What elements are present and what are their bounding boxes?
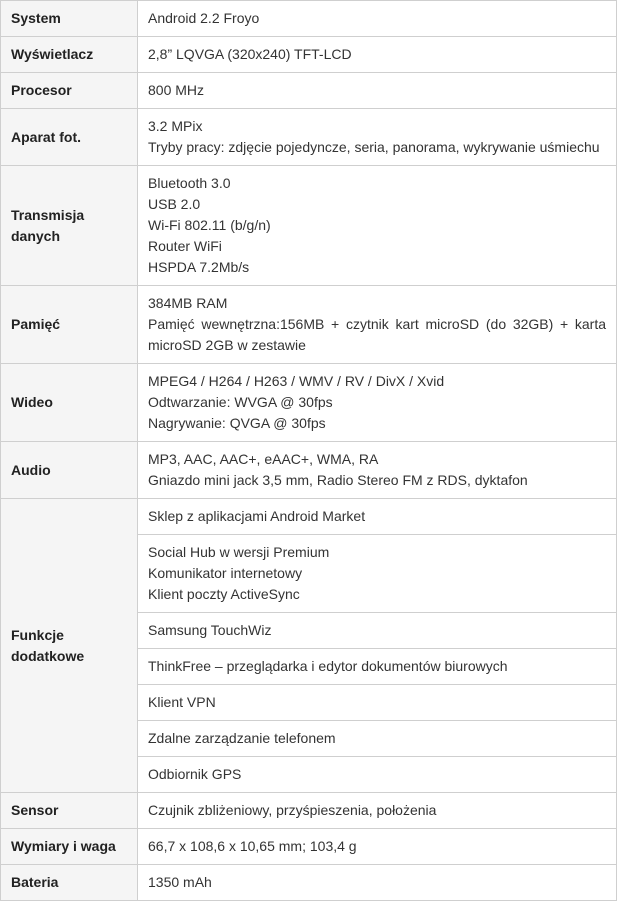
spec-value — [138, 109, 617, 166]
spec-value — [138, 793, 617, 829]
spec-row-battery — [1, 865, 617, 901]
spec-value-line: Tryby pracy: zdjęcie pojedyncze, seria, panorama, wykrywanie uśmiechu — [148, 139, 600, 155]
spec-value-line: 3.2 MPix — [148, 118, 203, 134]
spec-value-line: Social Hub w wersji Premium — [148, 544, 330, 560]
spec-row-audio — [1, 442, 617, 499]
spec-row-video — [1, 364, 617, 442]
spec-value-line: Android 2.2 Froyo — [148, 10, 260, 26]
spec-value — [138, 757, 617, 793]
spec-value-line: MP3, AAC, AAC+, eAAC+, WMA, RA — [148, 451, 379, 467]
spec-value — [138, 442, 617, 499]
spec-value-line: Czujnik zbliżeniowy, przyśpieszenia, położenia — [148, 802, 437, 818]
spec-row-dimensions — [1, 829, 617, 865]
spec-value-line: Odtwarzanie: WVGA @ 30fps — [148, 394, 333, 410]
spec-row-processor — [1, 73, 617, 109]
spec-value-line: Bluetooth 3.0 — [148, 175, 231, 191]
spec-value — [138, 535, 617, 613]
spec-label: Funkcje dodatkowe — [1, 499, 138, 793]
spec-value — [138, 499, 617, 535]
spec-value — [138, 37, 617, 73]
spec-value — [138, 364, 617, 442]
spec-label: Audio — [1, 442, 138, 499]
spec-row-memory — [1, 286, 617, 364]
spec-label: Wyświetlacz — [1, 37, 138, 73]
spec-label: Wymiary i waga — [1, 829, 138, 865]
spec-label: System — [1, 1, 138, 37]
spec-value-line: Komunikator internetowy — [148, 565, 303, 581]
spec-value — [138, 721, 617, 757]
spec-value-line: 1350 mAh — [148, 874, 212, 890]
spec-label: Sensor — [1, 793, 138, 829]
spec-value-line: Odbiornik GPS — [148, 766, 242, 782]
spec-value-line: 66,7 x 108,6 x 10,65 mm; 103,4 g — [148, 838, 357, 854]
spec-label: Pamięć — [1, 286, 138, 364]
spec-value-line: Zdalne zarządzanie telefonem — [148, 730, 336, 746]
spec-row-system — [1, 1, 617, 37]
spec-value — [138, 829, 617, 865]
spec-value — [138, 286, 617, 364]
spec-value-line: HSPDA 7.2Mb/s — [148, 259, 250, 275]
spec-label: Aparat fot. — [1, 109, 138, 166]
spec-value — [138, 1, 617, 37]
spec-row-sensor — [1, 793, 617, 829]
spec-value-line: USB 2.0 — [148, 196, 201, 212]
spec-value — [138, 166, 617, 286]
spec-value-line: Pamięć wewnętrzna:156MB + czytnik kart microSD (do 32GB) + karta microSD 2GB w zestawie — [148, 316, 606, 353]
spec-label: Transmisja danych — [1, 166, 138, 286]
spec-value — [138, 685, 617, 721]
spec-value-line: Router WiFi — [148, 238, 222, 254]
spec-value-line: Nagrywanie: QVGA @ 30fps — [148, 415, 326, 431]
spec-value-line: Sklep z aplikacjami Android Market — [148, 508, 366, 524]
spec-row-extras — [1, 499, 617, 535]
spec-value-line: Gniazdo mini jack 3,5 mm, Radio Stereo FM z RDS, dyktafon — [148, 472, 528, 488]
spec-value — [138, 649, 617, 685]
spec-label: Bateria — [1, 865, 138, 901]
spec-value-line: Klient poczty ActiveSync — [148, 586, 300, 602]
spec-value-line: 2,8” LQVGA (320x240) TFT-LCD — [148, 46, 352, 62]
spec-value-line: 384MB RAM — [148, 295, 228, 311]
spec-label: Wideo — [1, 364, 138, 442]
spec-value-line: Samsung TouchWiz — [148, 622, 272, 638]
spec-value — [138, 613, 617, 649]
spec-value-line: Klient VPN — [148, 694, 216, 710]
spec-row-display — [1, 37, 617, 73]
spec-value-line: Wi-Fi 802.11 (b/g/n) — [148, 217, 271, 233]
spec-value-line: MPEG4 / H264 / H263 / WMV / RV / DivX / Xvid — [148, 373, 445, 389]
spec-value — [138, 865, 617, 901]
spec-label: Procesor — [1, 73, 138, 109]
spec-value-line: ThinkFree – przeglądarka i edytor dokumentów biurowych — [148, 658, 508, 674]
spec-value-line: 800 MHz — [148, 82, 205, 98]
spec-row-camera — [1, 109, 617, 166]
spec-value — [138, 73, 617, 109]
spec-row-connectivity — [1, 166, 617, 286]
